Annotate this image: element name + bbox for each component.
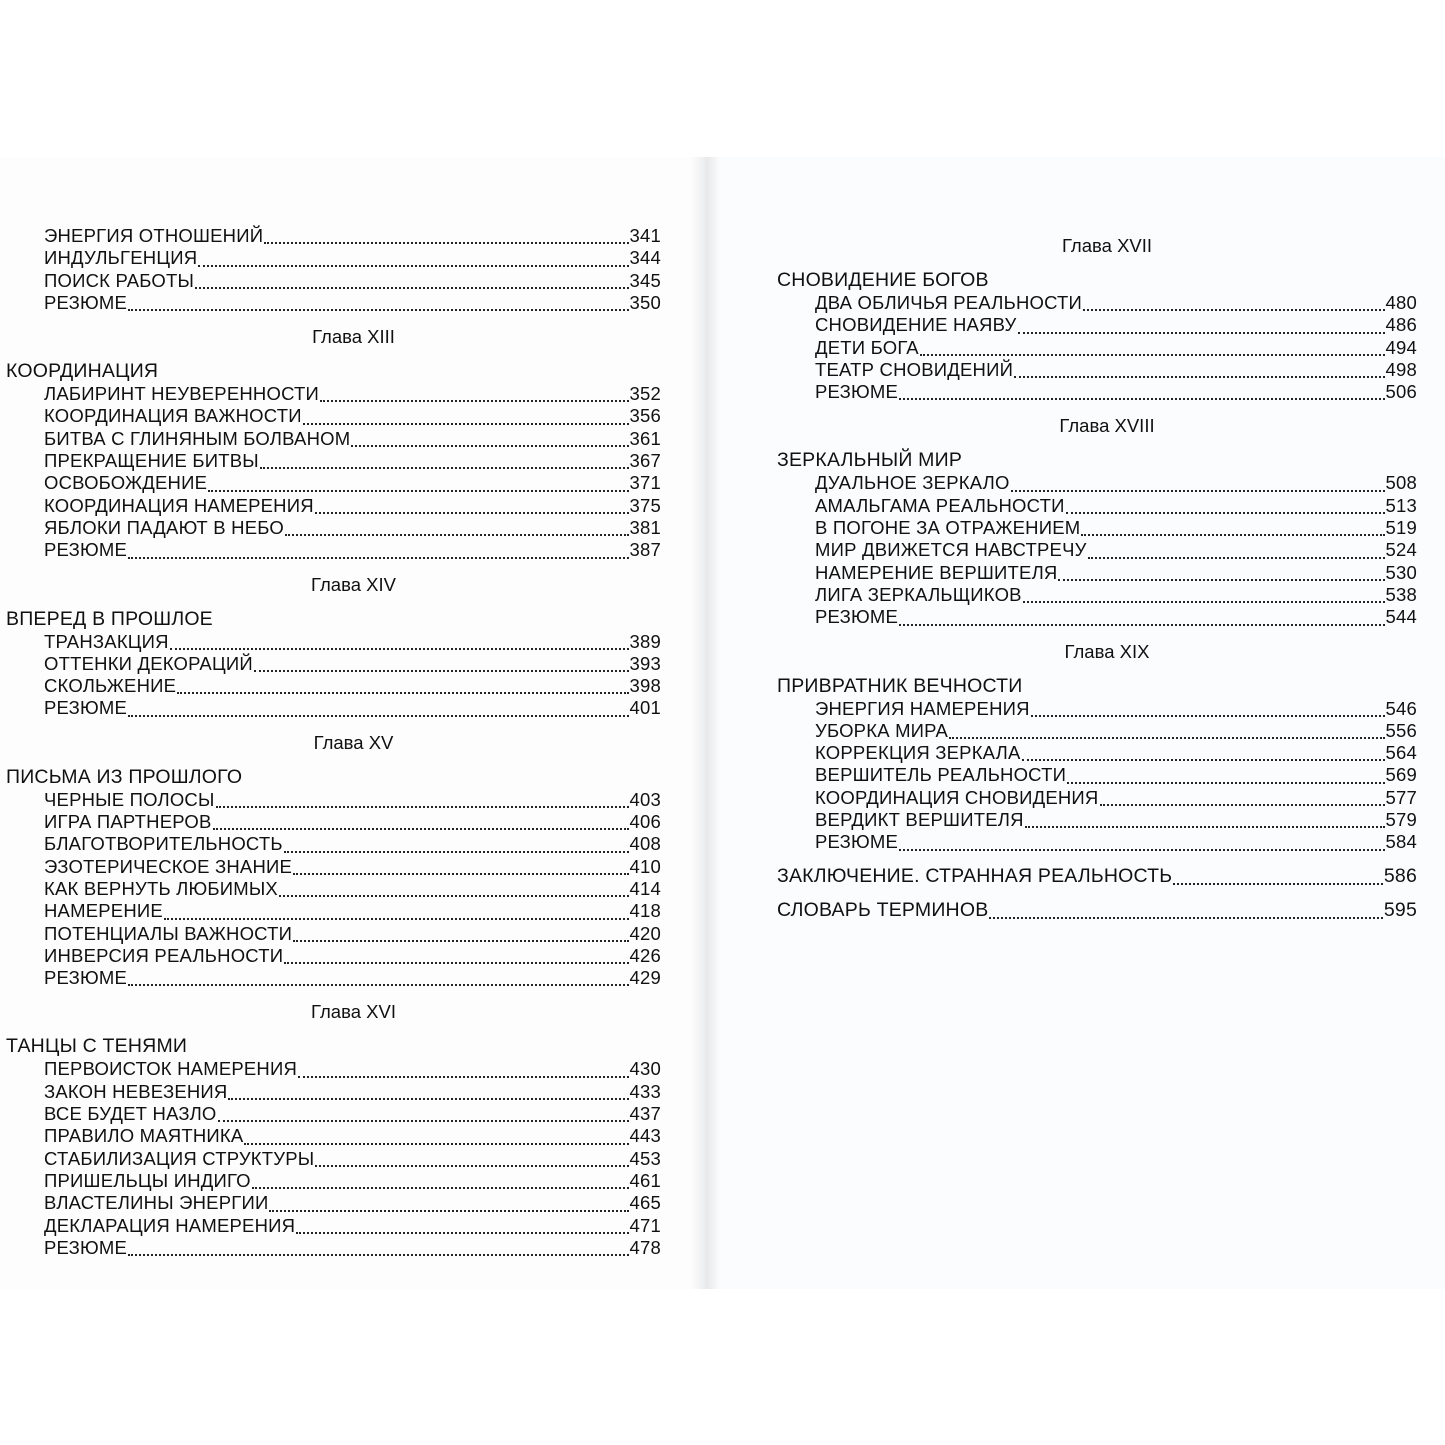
toc-entry (777, 472, 1417, 494)
toc-entry (6, 405, 661, 427)
page-number: 341 (629, 225, 661, 246)
left-page (0, 157, 700, 1289)
toc-entry (6, 1215, 661, 1237)
toc-entry (777, 764, 1417, 786)
entry-title: ИНДУЛЬГЕНЦИЯ (44, 247, 198, 269)
toc-entry (6, 675, 661, 697)
entry-title: ВЕРДИКТ ВЕРШИТЕЛЯ (815, 809, 1024, 831)
leader-dots (170, 647, 629, 650)
toc-entry (777, 720, 1417, 742)
leader-dots (279, 894, 629, 897)
page-number: 371 (629, 472, 661, 494)
entry-title: ПОТЕНЦИАЛЫ ВАЖНОСТИ (44, 922, 293, 944)
entry-title: ПЕРВОИСТОК НАМЕРЕНИЯ (44, 1058, 298, 1080)
entry-title: ВСЕ БУДЕТ НАЗЛО (44, 1103, 217, 1125)
toc-entry (777, 787, 1417, 809)
leader-dots (128, 308, 628, 311)
page-number: 361 (629, 427, 661, 449)
toc-entry (6, 811, 661, 833)
leader-dots (899, 397, 1384, 400)
entry-title: СКОЛЬЖЕНИЕ (44, 675, 177, 697)
leader-dots (1011, 489, 1385, 492)
toc-entry (6, 472, 661, 494)
entry-title: ЯБЛОКИ ПАДАЮТ В НЕБО (44, 516, 284, 538)
toc-entry (777, 337, 1417, 359)
leader-dots (1022, 758, 1385, 761)
entry-title: ДВА ОБЛИЧЬЯ РЕАЛЬНОСТИ (815, 292, 1083, 313)
page-number: 345 (629, 269, 661, 291)
chapter-title: СНОВИДЕНИЕ БОГОВ (777, 269, 989, 291)
toc-entry (6, 1125, 661, 1147)
toc-entry (6, 967, 661, 989)
toc-entry (777, 606, 1417, 628)
entry-title: НАМЕРЕНИЕ (44, 900, 163, 922)
toc-entry (6, 1237, 661, 1259)
leader-dots (128, 1253, 628, 1256)
leader-dots (264, 241, 628, 244)
page-number: 350 (629, 291, 661, 313)
leader-dots (1173, 882, 1383, 885)
leader-dots (315, 511, 629, 514)
toc-entry-conclusion (777, 864, 1417, 888)
entry-title: ПОИСК РАБОТЫ (44, 269, 195, 291)
page-number: 401 (629, 697, 661, 719)
leader-dots (128, 556, 628, 559)
page-number: 584 (1385, 831, 1417, 853)
leader-dots (164, 917, 629, 920)
entry-title: УБОРКА МИРА (815, 719, 949, 741)
toc-entry (777, 539, 1417, 561)
chapter-title: ЗЕРКАЛЬНЫЙ МИР (777, 449, 963, 472)
page-number: 461 (629, 1169, 661, 1191)
entry-title: ЭНЕРГИЯ ОТНОШЕНИЙ (44, 225, 264, 246)
leader-dots (252, 1186, 629, 1189)
toc-entry (6, 539, 661, 561)
page-number: 410 (629, 855, 661, 877)
leader-dots (284, 961, 628, 964)
page-number: 546 (1385, 697, 1417, 719)
leader-dots (254, 669, 629, 672)
entry-title: КООРДИНАЦИЯ СНОВИДЕНИЯ (815, 786, 1099, 808)
entry-title: ОСВОБОЖДЕНИЕ (44, 472, 208, 494)
leader-dots (195, 286, 628, 289)
leader-dots (260, 466, 629, 469)
toc-entry (777, 831, 1417, 853)
entry-title: ДЕКЛАРАЦИЯ НАМЕРЕНИЯ (44, 1214, 296, 1236)
entry-title: В ПОГОНЕ ЗА ОТРАЖЕНИЕМ (815, 517, 1081, 539)
leader-dots (1100, 803, 1385, 806)
toc-entry (6, 292, 661, 314)
page-number: 433 (629, 1080, 661, 1102)
entry-title: ЗАКЛЮЧЕНИЕ. СТРАННАЯ РЕАЛЬНОСТЬ (777, 864, 1173, 887)
toc-entry (777, 698, 1417, 720)
entry-title: ОТТЕНКИ ДЕКОРАЦИЙ (44, 652, 253, 674)
chapter-title: ПИСЬМА ИЗ ПРОШЛОГО (6, 765, 243, 788)
leader-dots (351, 444, 628, 447)
toc-left-column (6, 225, 661, 1259)
chapter-label: Глава XIV (311, 573, 396, 595)
toc-entry (6, 247, 661, 269)
chapter-label: Глава XV (313, 731, 394, 753)
page-number: 389 (629, 630, 661, 652)
toc-entry (6, 517, 661, 539)
toc-entry (6, 833, 661, 855)
leader-dots (293, 939, 628, 942)
page-number: 519 (1385, 517, 1417, 539)
leader-dots (284, 850, 629, 853)
leader-dots (293, 872, 628, 875)
toc-entry (777, 292, 1417, 314)
leader-dots (1058, 578, 1384, 581)
chapter-title: КООРДИНАЦИЯ (6, 360, 159, 383)
toc-entry (6, 1103, 661, 1125)
leader-dots (1018, 331, 1385, 334)
page-number: 569 (1385, 764, 1417, 786)
entry-title: ВЛАСТЕЛИНЫ ЭНЕРГИИ (44, 1192, 269, 1214)
chapter-title: ПРИВРАТНИК ВЕЧНОСТИ (777, 674, 1023, 697)
entry-title: ТРАНЗАКЦИЯ (44, 630, 169, 652)
entry-title: ПРАВИЛО МАЯТНИКА (44, 1125, 244, 1147)
entry-title: ВЕРШИТЕЛЬ РЕАЛЬНОСТИ (815, 764, 1067, 786)
toc-entry (777, 809, 1417, 831)
page-number: 498 (1385, 358, 1417, 380)
chapter-title: ТАНЦЫ С ТЕНЯМИ (6, 1035, 188, 1058)
leader-dots (989, 916, 1382, 919)
leader-dots (1066, 511, 1385, 514)
entry-title: ТЕАТР СНОВИДЕНИЙ (815, 358, 1014, 380)
entry-title: СТАБИЛИЗАЦИЯ СТРУКТУРЫ (44, 1147, 315, 1169)
entry-title: ЛИГА ЗЕРКАЛЬЩИКОВ (815, 583, 1022, 605)
toc-entry-glossary (777, 898, 1417, 922)
page-number: 506 (1385, 381, 1417, 403)
entry-title: ИНВЕРСИЯ РЕАЛЬНОСТИ (44, 944, 284, 966)
entry-title: ЭЗОТЕРИЧЕСКОЕ ЗНАНИЕ (44, 855, 293, 877)
entry-title: РЕЗЮМЕ (815, 606, 899, 628)
chapter-label: Глава XVII (1061, 235, 1153, 256)
entry-title: ПРИШЕЛЬЦЫ ИНДИГО (44, 1169, 251, 1191)
entry-title: ИГРА ПАРТНЕРОВ (44, 811, 212, 833)
page-number: 403 (629, 788, 661, 810)
toc-entry (6, 1192, 661, 1214)
leader-dots (208, 489, 628, 492)
toc-entry (6, 945, 661, 967)
leader-dots (177, 691, 628, 694)
page-number: 393 (629, 652, 661, 674)
entry-title: РЕЗЮМЕ (44, 539, 128, 561)
entry-title: ЗАКОН НЕВЕЗЕНИЯ (44, 1080, 228, 1102)
toc-entry (777, 359, 1417, 381)
entry-title: БИТВА С ГЛИНЯНЫМ БОЛВАНОМ (44, 427, 351, 449)
page-number: 577 (1385, 786, 1417, 808)
page-number: 586 (1383, 864, 1417, 887)
leader-dots (920, 353, 1385, 356)
entry-title: АМАЛЬГАМА РЕАЛЬНОСТИ (815, 494, 1065, 516)
toc-entry (6, 900, 661, 922)
leader-dots (128, 714, 628, 717)
leader-dots (269, 1209, 628, 1212)
page-number: 430 (629, 1058, 661, 1080)
leader-dots (949, 736, 1385, 739)
chapter-label: Глава XIII (312, 326, 395, 348)
toc-entry (6, 1170, 661, 1192)
toc-entry (6, 653, 661, 675)
entry-title: РЕЗЮМЕ (815, 831, 899, 853)
entry-title: РЕЗЮМЕ (44, 291, 128, 313)
page-number: 426 (629, 944, 661, 966)
toc-entry (6, 383, 661, 405)
entry-title: РЕЗЮМЕ (44, 1236, 128, 1258)
leader-dots (1014, 375, 1384, 378)
page-number: 398 (629, 675, 661, 697)
page-number: 486 (1385, 314, 1417, 336)
page-number: 375 (629, 494, 661, 516)
page-number: 478 (629, 1236, 661, 1258)
leader-dots (899, 623, 1384, 626)
leader-dots (315, 1164, 628, 1167)
page-number: 544 (1385, 606, 1417, 628)
leader-dots (128, 983, 628, 986)
page-number: 352 (629, 383, 661, 405)
leader-dots (1031, 714, 1385, 717)
page-number: 465 (629, 1192, 661, 1214)
page-number: 418 (629, 900, 661, 922)
chapter-label: Глава XVIII (1059, 415, 1155, 437)
page-number: 367 (629, 450, 661, 472)
page-number: 513 (1385, 494, 1417, 516)
leader-dots (296, 1231, 628, 1234)
leader-dots (228, 1097, 628, 1100)
page-number: 508 (1385, 472, 1417, 494)
toc-entry (6, 631, 661, 653)
page-number: 387 (629, 539, 661, 561)
leader-dots (320, 399, 629, 402)
toc-entry (6, 270, 661, 292)
page-number: 429 (629, 967, 661, 989)
leader-dots (285, 533, 629, 536)
leader-dots (198, 264, 628, 267)
page-number: 443 (629, 1125, 661, 1147)
entry-title: РЕЗЮМЕ (815, 381, 899, 403)
entry-title: ЧЕРНЫЕ ПОЛОСЫ (44, 788, 215, 810)
toc-entry (6, 428, 661, 450)
toc-entry (6, 1081, 661, 1103)
toc-entry (777, 381, 1417, 403)
page-number: 480 (1385, 292, 1417, 313)
page-number: 356 (629, 405, 661, 427)
leader-dots (1088, 556, 1385, 559)
book-gutter (690, 157, 720, 1289)
chapter-title: ВПЕРЕД В ПРОШЛОЕ (6, 607, 213, 630)
chapter-label: Глава XVI (311, 1001, 396, 1023)
toc-entry (6, 225, 661, 247)
toc-entry (6, 923, 661, 945)
entry-title: БЛАГОТВОРИТЕЛЬНОСТЬ (44, 833, 283, 855)
page-number: 414 (629, 877, 661, 899)
leader-dots (218, 1119, 629, 1122)
leader-dots (1023, 600, 1385, 603)
page-number: 579 (1385, 809, 1417, 831)
page-number: 437 (629, 1103, 661, 1125)
leader-dots (1081, 533, 1384, 536)
toc-entry (777, 584, 1417, 606)
leader-dots (1083, 308, 1384, 311)
page-number: 471 (629, 1214, 661, 1236)
entry-title: РЕЗЮМЕ (44, 697, 128, 719)
page-number: 494 (1385, 336, 1417, 358)
page-number: 408 (629, 833, 661, 855)
leader-dots (216, 805, 629, 808)
toc-entry (777, 495, 1417, 517)
page-number: 344 (629, 247, 661, 269)
toc-entry (6, 789, 661, 811)
leader-dots (1067, 781, 1384, 784)
toc-entry (6, 1148, 661, 1170)
page-number: 406 (629, 811, 661, 833)
toc-entry (6, 450, 661, 472)
toc-right-column (777, 235, 1417, 922)
entry-title: НАМЕРЕНИЕ ВЕРШИТЕЛЯ (815, 561, 1058, 583)
page-number: 420 (629, 922, 661, 944)
chapter-label: Глава XIX (1064, 640, 1150, 662)
leader-dots (899, 848, 1384, 851)
page-number: 453 (629, 1147, 661, 1169)
leader-dots (244, 1142, 628, 1145)
entry-title: ДУАЛЬНОЕ ЗЕРКАЛО (815, 472, 1010, 494)
toc-entry (777, 742, 1417, 764)
entry-title: РЕЗЮМЕ (44, 967, 128, 989)
entry-title: МИР ДВИЖЕТСЯ НАВСТРЕЧУ (815, 539, 1087, 561)
entry-title: СЛОВАРЬ ТЕРМИНОВ (777, 898, 989, 921)
entry-title: ДЕТИ БОГА (815, 336, 919, 358)
toc-entry (6, 1058, 661, 1080)
leader-dots (303, 422, 629, 425)
toc-entry (6, 856, 661, 878)
toc-entry (777, 517, 1417, 539)
book-spread (0, 157, 1445, 1289)
page-number: 530 (1385, 561, 1417, 583)
page-number: 556 (1385, 719, 1417, 741)
entry-title: КООРДИНАЦИЯ НАМЕРЕНИЯ (44, 494, 314, 516)
toc-entry (777, 562, 1417, 584)
toc-entry (6, 697, 661, 719)
page-number: 524 (1385, 539, 1417, 561)
entry-title: ПРЕКРАЩЕНИЕ БИТВЫ (44, 450, 259, 472)
entry-title: СНОВИДЕНИЕ НАЯВУ (815, 314, 1017, 336)
entry-title: КОРРЕКЦИЯ ЗЕРКАЛА (815, 742, 1021, 764)
page-number: 381 (629, 516, 661, 538)
leader-dots (298, 1075, 628, 1078)
entry-title: ЭНЕРГИЯ НАМЕРЕНИЯ (815, 697, 1030, 719)
toc-entry (6, 495, 661, 517)
toc-entry (777, 314, 1417, 336)
entry-title: ЛАБИРИНТ НЕУВЕРЕННОСТИ (44, 383, 320, 405)
page-number: 564 (1385, 742, 1417, 764)
entry-title: КАК ВЕРНУТЬ ЛЮБИМЫХ (44, 877, 278, 899)
page-number: 595 (1383, 898, 1417, 921)
leader-dots (213, 827, 629, 830)
leader-dots (1025, 825, 1385, 828)
page-number: 538 (1385, 583, 1417, 605)
entry-title: КООРДИНАЦИЯ ВАЖНОСТИ (44, 405, 302, 427)
toc-entry (6, 878, 661, 900)
